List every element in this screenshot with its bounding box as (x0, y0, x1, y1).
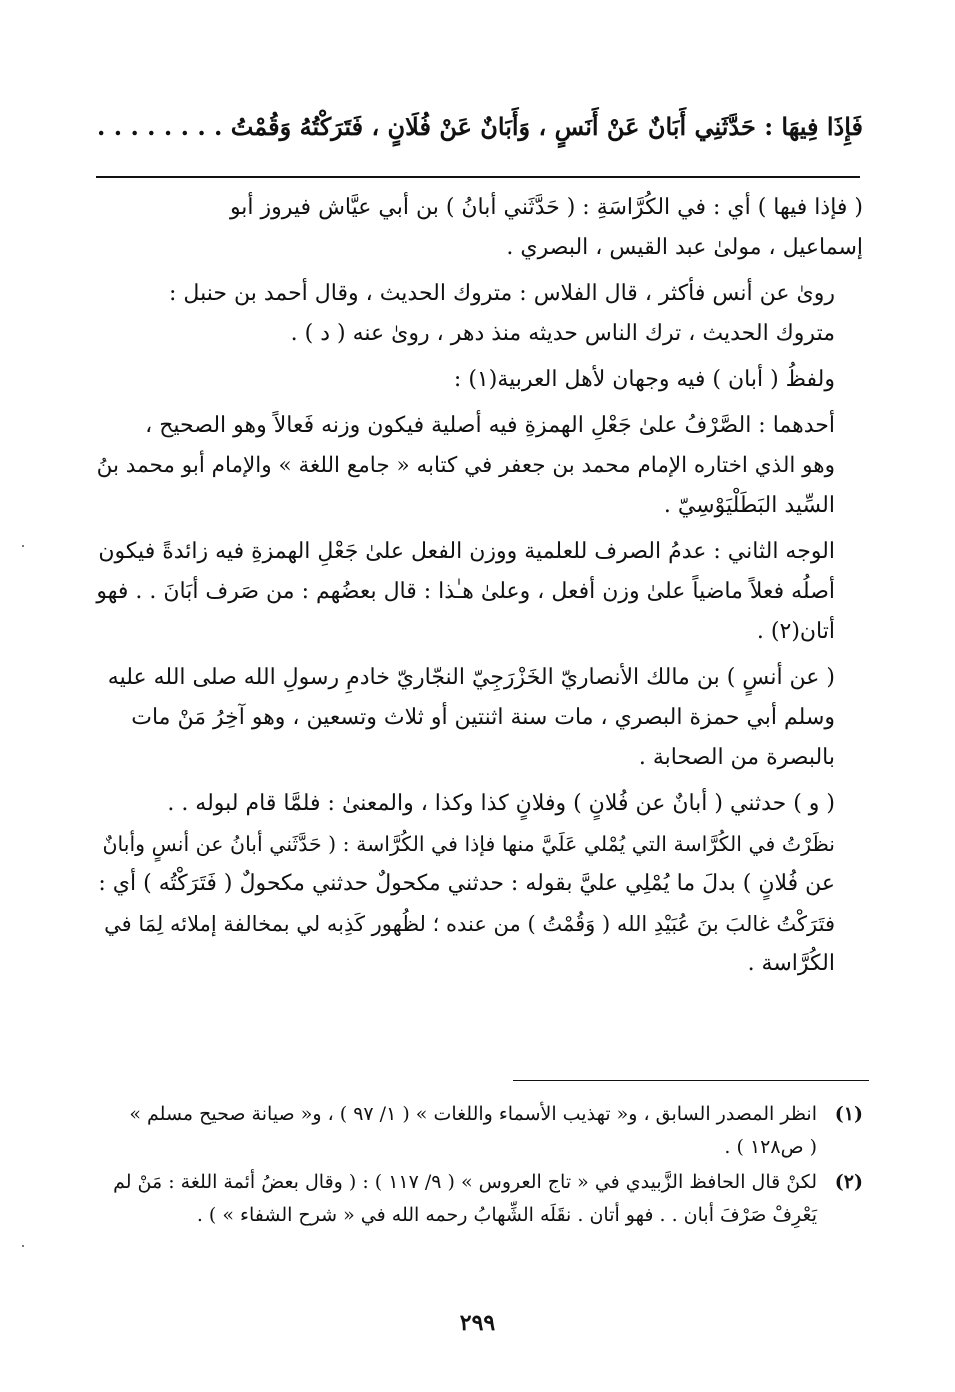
text-line: فتَرَكْتُ غالبَ بنَ عُبَيْدِ الله ( وَقُمْتُ ) من عنده ؛ لظُهور كَذِبه لي بمخالفة إملائه لِمَا في (104, 912, 835, 936)
text-line: روىٰ عن أنس فأكثر ، قال الفلاس : متروك الحديث ، وقال أحمد بن حنبل : (169, 281, 835, 306)
scan-speck (22, 1245, 24, 1247)
text-line: متروك الحديث ، ترك الناس حديثه منذ دهر ، روىٰ عنه ( د ) . (290, 321, 835, 346)
text-line: ( و ) حدثني ( أبانٌ عن فُلانٍ ) وفلانٍ كذا وكذا ، والمعنىٰ : فلمَّا قام لبوله . . (167, 791, 835, 816)
text-line: السِّيد البَطَلْيَوْسِيّ . (663, 493, 835, 518)
commentary (93, 188, 863, 990)
footnotes (93, 1098, 863, 1234)
commentary-paragraph (93, 188, 863, 268)
text-line: أصلُه فعلاً ماضياً علىٰ وزن أفعل ، وعلىٰ هـٰذا : قال بعضُهم : من صَرف أبَانَ . . فهو (96, 579, 835, 604)
text-line: ( فإذا فيها ) أي : في الكُرَّاسَةِ : ( حَدَّثَني أبانُ ) بن أبي عيَّاش فيروز أبو (229, 195, 863, 220)
text-line: ( عن أنسٍ ) بن مالك الأنصاريّ الخَزْرَجِيّ النجّاريّ خادمِ رسولِ الله صلى الله عليه (107, 665, 835, 690)
text-line: عن فُلانٍ ) بدلَ ما يُمْلِي عليَّ بقوله : حدثني مكحولٌ حدثني مكحولٌ ( فَتَرَكْتُه ) أي : (98, 871, 835, 896)
text-line: وهو الذي اختاره الإمام محمد بن جعفر في كتابه « جامع اللغة » والإمام أبو محمد بنُ (96, 453, 835, 478)
text-line: انظر المصدر السابق ، و« تهذيب الأسماء واللغات » ( ١/ ٩٧ ) ، و« صيانة صحيح مسلم » (129, 1103, 817, 1125)
text-line: يَعْرِفْ صَرْفَ أبان . . فهو أتان . نقَلَه الشِّهابُ رحمه الله في « شرح الشفاء » ) . (196, 1204, 817, 1226)
text-line: وسلم أبي حمزة البصري ، مات سنة اثنتين أو ثلاث وتسعين ، وهو آخِرُ مَنْ مات (131, 705, 835, 730)
commentary-paragraph (93, 784, 863, 984)
page-number: ٢٩٩ (459, 1310, 496, 1336)
footnote (93, 1166, 863, 1232)
text-line: نظَرْتُ في الكُرَّاسة التي يُمْلي عَلَيَّ منها فإذا في الكُرَّاسة : ( حَدَّثَني أبانُ عن أنسٍ وأبانٌ (102, 832, 835, 856)
commentary-paragraph (93, 406, 863, 526)
text-line: الكُرَّاسة . (747, 951, 835, 976)
text-line: أحدهما : الصَّرْفُ علىٰ جَعْلِ الهمزةِ فيه أصلية فيكون وزنه فَعالاً وهو الصحيح ، (145, 413, 835, 438)
text-line: ولفظُ ( أبان ) فيه وجهان لأهل العربية(١) : (453, 367, 835, 392)
scan-speck (22, 545, 24, 547)
main-text-line: فَإِذَا فِيهَا : حَدَّثَنِي أَبَانٌ عَنْ أَنَسٍ ، وَأَبَانٌ عَنْ فُلَانٍ ، فَتَرَكْتُهُ وَقُمْتُ . . . . . . . . (97, 112, 863, 141)
commentary-paragraph (93, 360, 863, 400)
text-line: الوجه الثاني : عدمُ الصرف للعلمية ووزن الفعل علىٰ جَعْلِ الهمزةِ فيه زائدةً فيكون (98, 539, 835, 564)
footnote-rule (513, 1080, 869, 1081)
footnote (93, 1098, 863, 1164)
footnote-text (93, 1166, 817, 1232)
separator-rule (96, 176, 860, 178)
text-line: إسماعيل ، مولىٰ عبد القيس ، البصري . (506, 235, 863, 260)
text-line: لكنْ قال الحافظ الزَّبيدي في « تاج العروس » ( ٩/ ١١٧ ) : ( وقال بعضُ أئمة اللغة : مَنْ لم (113, 1171, 817, 1193)
text-line: أتان(٢) . (756, 619, 835, 644)
commentary-paragraph (93, 658, 863, 778)
footnote-number: (٢) (834, 1171, 863, 1193)
text-line: ( ص١٢٨ ) . (724, 1136, 817, 1158)
text-line: بالبصرة من الصحابة . (638, 745, 835, 770)
footnote-number: (١) (834, 1103, 863, 1125)
commentary-paragraph (93, 274, 863, 354)
footnote-text (93, 1098, 817, 1164)
commentary-paragraph (93, 532, 863, 652)
